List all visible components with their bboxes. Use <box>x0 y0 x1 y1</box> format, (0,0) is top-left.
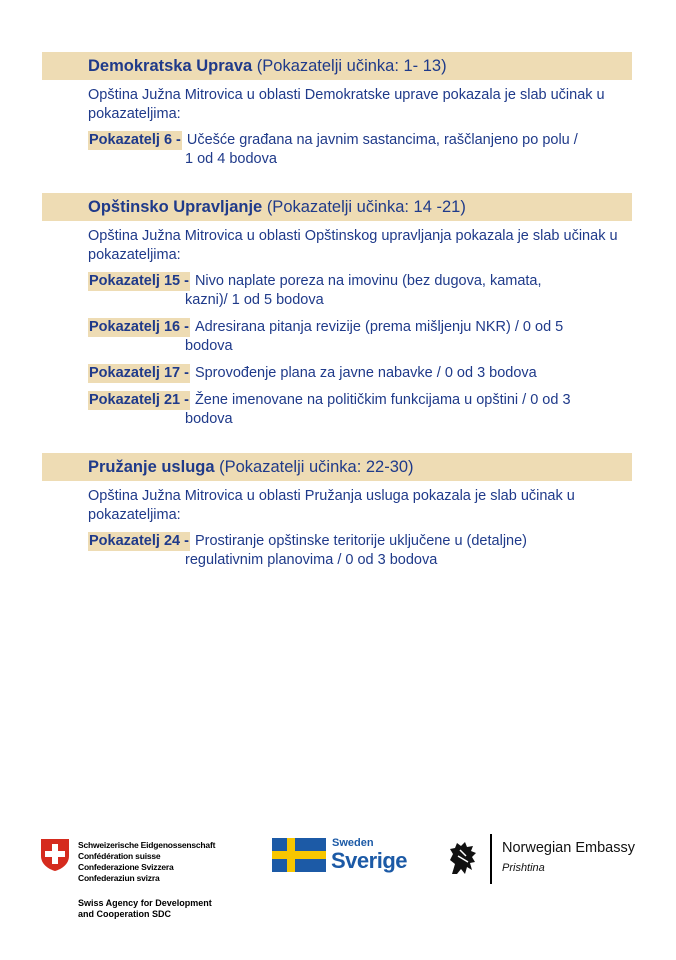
indicator-score: regulativnim planovima / 0 od 3 bodova <box>185 552 438 568</box>
indicator-label: Pokazatelj 6 - <box>89 132 181 148</box>
indicator-24 <box>42 532 632 570</box>
indicator-text: Sprovođenje plana za javne nabavke / 0 od 3 bodova <box>194 365 537 381</box>
indicator-text: Nivo naplate poreza na imovinu (bez dugova, kamata, <box>194 273 542 289</box>
swiss-name-rm: Confederaziun svizra <box>78 873 160 883</box>
indicator-text: Žene imenovane na političkim funkcijama u opštini / 0 od 3 <box>194 392 571 408</box>
section-header <box>42 453 632 481</box>
section-intro: Opština Južna Mitrovica u oblasti Demokratske uprave pokazala je slab učinak u pokazateljima: <box>88 87 605 122</box>
section-demokratska-uprava <box>42 52 632 169</box>
section-intro: Opština Južna Mitrovica u oblasti Pružanja usluga pokazala je slab učinak u pokazateljima: <box>88 488 575 523</box>
section-header <box>42 52 632 80</box>
embassy-city: Prishtina <box>502 862 545 874</box>
indicator-label: Pokazatelj 16 - <box>89 319 189 335</box>
swiss-name-fr: Confédération suisse <box>78 851 161 861</box>
indicator-label: Pokazatelj 24 - <box>89 533 189 549</box>
norway-lion-icon <box>446 840 480 876</box>
indicator-17 <box>42 364 632 383</box>
embassy-name: Norwegian Embassy <box>502 840 635 856</box>
swiss-shield-icon <box>40 838 70 872</box>
indicator-label: Pokazatelj 21 - <box>89 392 189 408</box>
indicator-15 <box>42 272 632 310</box>
sweden-label-en: Sweden <box>332 837 374 849</box>
swiss-agency-line1: Swiss Agency for Development <box>78 898 212 908</box>
indicator-16 <box>42 318 632 356</box>
section-range: (Pokazatelji učinka: 1- 13) <box>256 56 447 75</box>
indicator-6 <box>42 131 632 169</box>
indicator-score: kazni)/ 1 od 5 bodova <box>185 292 324 308</box>
indicator-label: Pokazatelj 17 - <box>89 365 189 381</box>
logo-divider <box>490 834 492 884</box>
indicator-score: 1 od 4 bodova <box>185 151 277 167</box>
section-title: Opštinsko Upravljanje <box>88 197 263 216</box>
indicator-score: bodova <box>185 338 233 354</box>
indicator-text: Učešće građana na javnim sastancima, raščlanjeno po polu / <box>186 132 578 148</box>
sweden-label-sv: Sverige <box>331 848 407 873</box>
swiss-agency-line2: and Cooperation SDC <box>78 909 172 919</box>
section-pruzanje-usluga <box>42 453 632 570</box>
section-range: (Pokazatelji učinka: 14 -21) <box>266 197 466 216</box>
section-opstinsko-upravljanje <box>42 193 632 429</box>
swiss-name-de: Schweizerische Eidgenossenschaft <box>78 840 216 850</box>
indicator-text: Adresirana pitanja revizije (prema mišljenju NKR) / 0 od 5 <box>194 319 564 335</box>
swiss-names <box>78 840 215 884</box>
section-header <box>42 193 632 221</box>
indicator-score: bodova <box>185 411 233 427</box>
section-intro: Opština Južna Mitrovica u oblasti Opštinskog upravljanja pokazala je slab učinak u pokazateljima: <box>88 228 618 263</box>
swiss-agency <box>78 898 212 920</box>
section-title: Demokratska Uprava <box>88 56 253 75</box>
indicator-21 <box>42 391 632 429</box>
section-title: Pružanje usluga <box>88 457 215 476</box>
section-range: (Pokazatelji učinka: 22-30) <box>219 457 414 476</box>
swiss-name-it: Confederazione Svizzera <box>78 862 174 872</box>
footer-logos <box>0 830 676 930</box>
indicator-text: Prostiranje opštinske teritorije uključene u (detaljne) <box>194 533 527 549</box>
sweden-flag-icon <box>272 838 326 872</box>
indicator-label: Pokazatelj 15 - <box>89 273 189 289</box>
